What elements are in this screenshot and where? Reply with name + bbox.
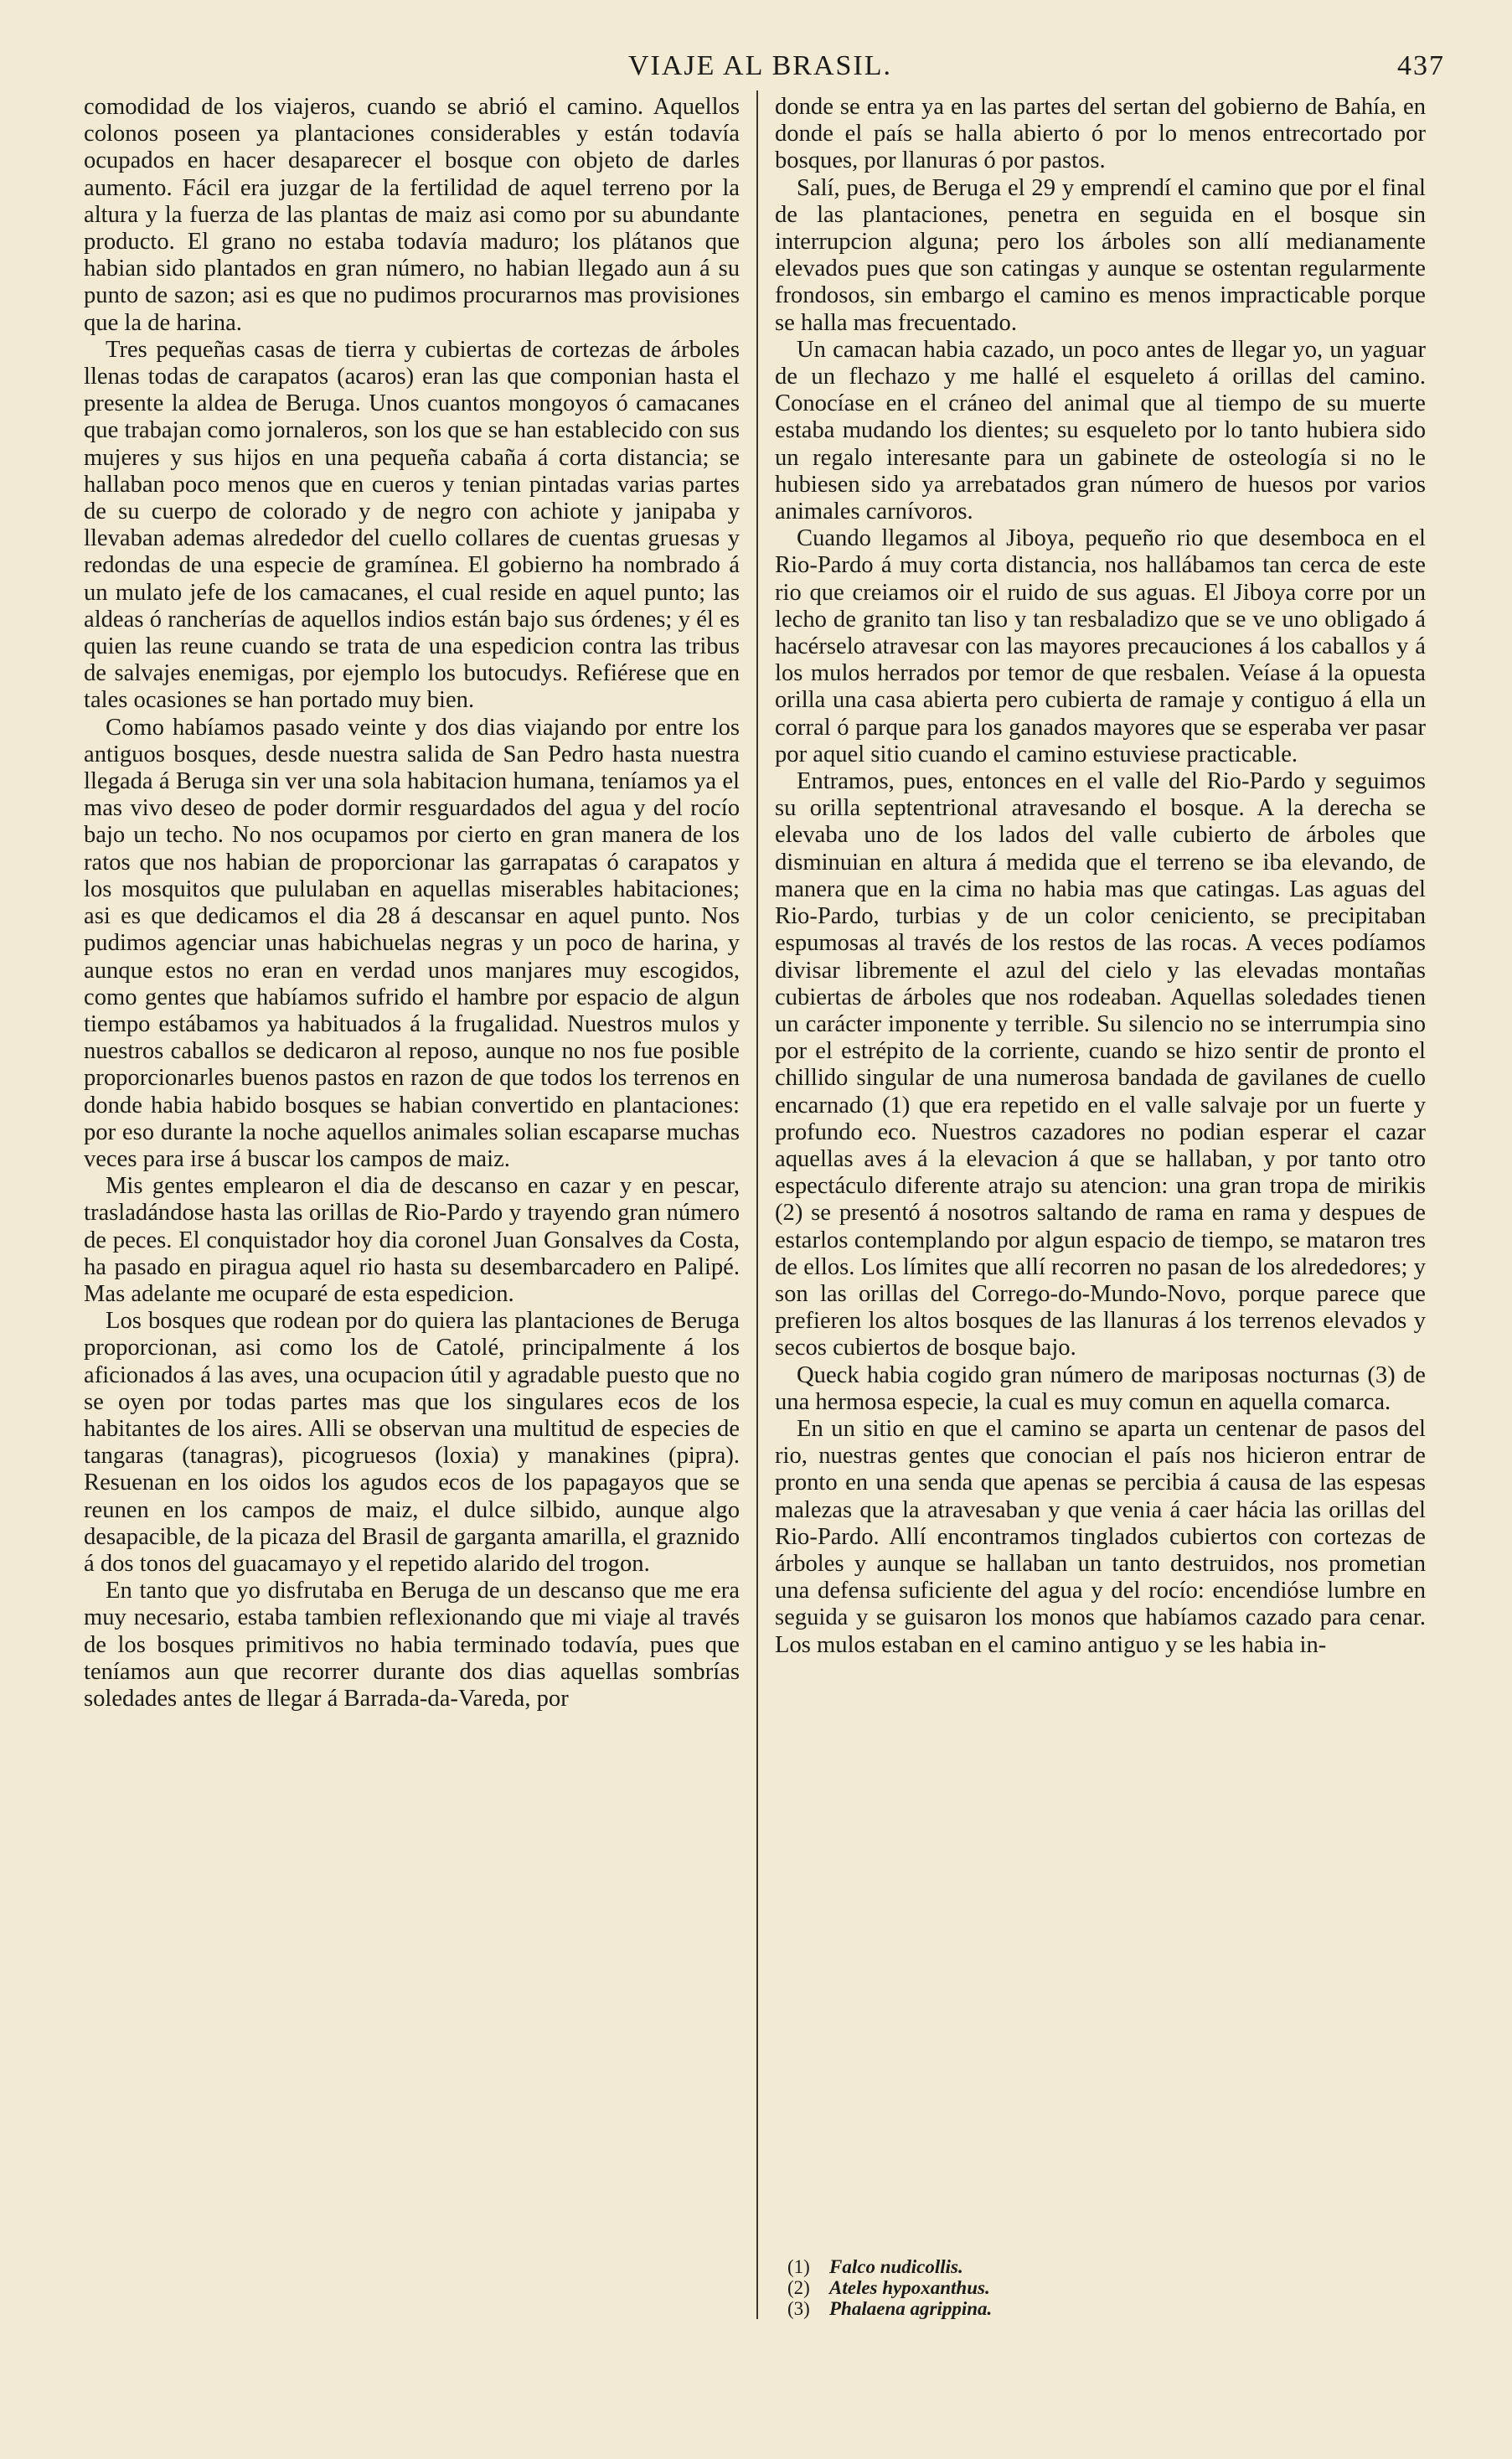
paragraph: Un camacan habia cazado, un poco antes de llegar yo, un yaguar de un flechazo y me hallé el esqueleto á orillas del camino. Conocíase en el cráneo del animal que al tiempo de su muerte estaba mudando los dientes; su esqueleto por lo tanto hubiera sido un regalo interesante para un gabinete de osteología si no le hubiesen sido ya arrebatados gran número de huesos por varios animales carnívoros. [775, 336, 1426, 525]
paragraph: Tres pequeñas casas de tierra y cubiertas de cortezas de árboles llenas todas de carapatos (acaros) eran las que componian hasta el presente la aldea de Beruga. Unos cuantos mongoyos ó camacanes que trabajan como jornaleros, son los que se han establecido con sus mujeres y sus hijos en una pequeña cabaña á corta distancia; se hallaban poco menos que en cueros y tenian pintadas varias partes de su cuerpo de colorado y de negro con achiote y janipaba y llevaban ademas alrededor del cuello collares de cuentas gruesas y redondas de una especie de gramínea. El gobierno ha nombrado á un mulato jefe de los camacanes, el cual reside en aquel punto; las aldeas ó rancherías de aquellos indios están bajo sus órdenes; y él es quien las reune cuando se trata de una espedicion contra las tribus de salvajes enemigas, por ejemplo los butocudys. Refiérese que en tales ocasiones se han portado muy bien. [84, 336, 740, 714]
left-column [84, 94, 740, 1713]
paragraph: Los bosques que rodean por do quiera las plantaciones de Beruga proporcionan, asi como los de Catolé, principalmente á los aficionados á las aves, una ocupacion útil y agradable puesto que no se oyen por todas partes mas que los singulares ecos de los habitantes de los aires. Alli se observan una multitud de especies de tangaras (tanagras), picogruesos (loxia) y manakines (pipra). Resuenan en los oidos los agudos ecos de los papagayos que se reunen en los campos de maiz, el dulce silbido, aunque algo desapacible, de la picaza del Brasil de garganta amarilla, el graznido á dos tonos del guacamayo y el repetido alarido del trogon. [84, 1308, 740, 1577]
column-divider [756, 90, 758, 2319]
paragraph: donde se entra ya en las partes del sertan del gobierno de Bahía, en donde el país se halla abierto ó por lo menos entrecortado por bosques, por llanuras ó por pastos. [775, 94, 1426, 174]
footnote: (3) Phalaena agrippina. [787, 2298, 993, 2319]
paragraph: Cuando llegamos al Jiboya, pequeño rio que desemboca en el Rio-Pardo á muy corta distancia, nos hallábamos tan cerca de este rio que creiamos oir el ruido de sus aguas. El Jiboya corre por un lecho de granito tan liso y tan resbaladizo que se ve uno obligado á hacérselo atravesar con las mayores precauciones á los caballos y á los mulos herrados por temor de que resbalen. Veíase á la opuesta orilla una casa abierta pero cubierta de ramaje y contiguo á ella un corral ó parque para los ganados mayores que se esperaba ver pasar por aquel sitio cuando el camino estuviese practicable. [775, 525, 1426, 767]
footnote: (1) Falco nudicollis. [787, 2256, 963, 2277]
footnote: (2) Ateles hypoxanthus. [787, 2277, 990, 2298]
paragraph: En tanto que yo disfrutaba en Beruga de un descanso que me era muy necesario, estaba tambien reflexionando que mi viaje al través de los bosques primitivos no habia terminado todavía, pues que teníamos aun que recorrer durante dos dias aquellas sombrías soledades antes de llegar á Barrada-da-Vareda, por [84, 1578, 740, 1712]
paragraph: Como habíamos pasado veinte y dos dias viajando por entre los antiguos bosques, desde nuestra salida de San Pedro hasta nuestra llegada á Beruga sin ver una sola habitacion humana, teníamos ya el mas vivo deseo de poder dormir resguardados del agua y del rocío bajo un techo. No nos ocupamos por cierto en gran manera de los ratos que nos habian de proporcionar las garrapatas ó carapatos y los mosquitos que pululaban en aquellas miserables habitaciones; asi es que dedicamos el dia 28 á descansar en aquel punto. Nos pudimos agenciar unas habichuelas negras y un poco de harina, y aunque estos no eran en verdad unos manjares muy escogidos, como gentes que habíamos sufrido el hambre por espacio de algun tiempo estábamos ya habituados á la frugalidad. Nuestros mulos y nuestros caballos se dedicaron al reposo, aunque no nos fue posible proporcionarles buenos pastos en razon de que todos los terrenos en donde habia habido bosques se habian convertido en plantaciones: por eso durante la noche aquellos animales solian escaparse muchas veces para irse á buscar los campos de maiz. [84, 714, 740, 1172]
paragraph: Entramos, pues, entonces en el valle del Rio-Pardo y seguimos su orilla septentrional atravesando el bosque. A la derecha se elevaba uno de los lados del valle cubierto de árboles que disminuian en altura á medida que el terreno se iba elevando, de manera que en la cima no habia mas que catingas. Las aguas del Rio-Pardo, turbias y de un color ceniciento, se precipitaban espumosas al través de los restos de las rocas. A veces podíamos divisar libremente el azul del cielo y las elevadas montañas cubiertas de árboles que nos rodeaban. Aquellas soledades tienen un carácter imponente y terrible. Su silencio no se interrumpia sino por el estrépito de la corriente, cuando se hizo sentir de pronto el chillido singular de una numerosa bandada de gavilanes de cuello encarnado (1) que era repetido en el valle salvaje por un fuerte y profundo eco. Nuestros cazadores no podian esperar el cazar aquellas aves á la elevacion á que se hallaban, y por tanto otro espectáculo diferente atrajo su atencion: una gran tropa de mirikis (2) se presentó á nosotros saltando de rama en rama y despues de estarlos contemplando por algun espacio de tiempo, se mataron tres de ellos. Los límites que allí recorren no pasan de los alrededores; y son las orillas del Corrego-do-Mundo-Novo, porque parece que prefieren los altos bosques de las llanuras á los terrenos elevados y secos cubiertos de bosque bajo. [775, 768, 1426, 1361]
page-header [92, 50, 1445, 89]
paragraph: Queck habia cogido gran número de mariposas nocturnas (3) de una hermosa especie, la cual es muy comun en aquella comarca. [775, 1361, 1426, 1415]
paragraph: comodidad de los viajeros, cuando se abrió el camino. Aquellos colonos poseen ya plantaciones considerables y están todavía ocupados en hacer desaparecer el bosque con objeto de darles aumento. Fácil era juzgar de la fertilidad de aquel terreno por la altura y la fuerza de las plantas de maiz asi como por su abundante producto. El grano no estaba todavía maduro; los plátanos que habian sido plantados en gran número, no habian llegado aun á su punto de sazon; asi es que no pudimos procurarnos mas provisiones que la de harina. [84, 94, 740, 336]
right-column [775, 94, 1426, 1659]
page-number: 437 [1397, 50, 1445, 81]
paragraph: En un sitio en que el camino se aparta un centenar de pasos del rio, nuestras gentes que conocian el país nos hicieron entrar de pronto en una senda que apenas se percibia á causa de las espesas malezas que la atravesaban y que venia á caer hácia las orillas del Rio-Pardo. Allí encontramos tinglados cubiertos con cortezas de árboles y aunque se hallaban un tanto destruidos, nos prometian una defensa suficiente del agua y del rocío: encendióse lumbre en seguida y se guisaron los monos que habíamos cazado para cenar. Los mulos estaban en el camino antiguo y se les habia in- [775, 1415, 1426, 1658]
running-title: VIAJE AL BRASIL. [628, 50, 893, 81]
footnotes [787, 2256, 992, 2319]
paragraph: Mis gentes emplearon el dia de descanso en cazar y en pescar, trasladándose hasta las orillas de Rio-Pardo y trayendo gran número de peces. El conquistador hoy dia coronel Juan Gonsalves da Costa, ha pasado en piragua aquel rio hasta su desembarcadero en Palipé. Mas adelante me ocuparé de esta espedicion. [84, 1173, 740, 1307]
paragraph: Salí, pues, de Beruga el 29 y emprendí el camino que por el final de las plantaciones, penetra en seguida en el bosque sin interrupcion alguna; pero los árboles son allí medianamente elevados pues que son catingas y aunque se ostentan regularmente frondosos, sin embargo el camino es menos impracticable porque se halla mas frecuentado. [775, 174, 1426, 336]
